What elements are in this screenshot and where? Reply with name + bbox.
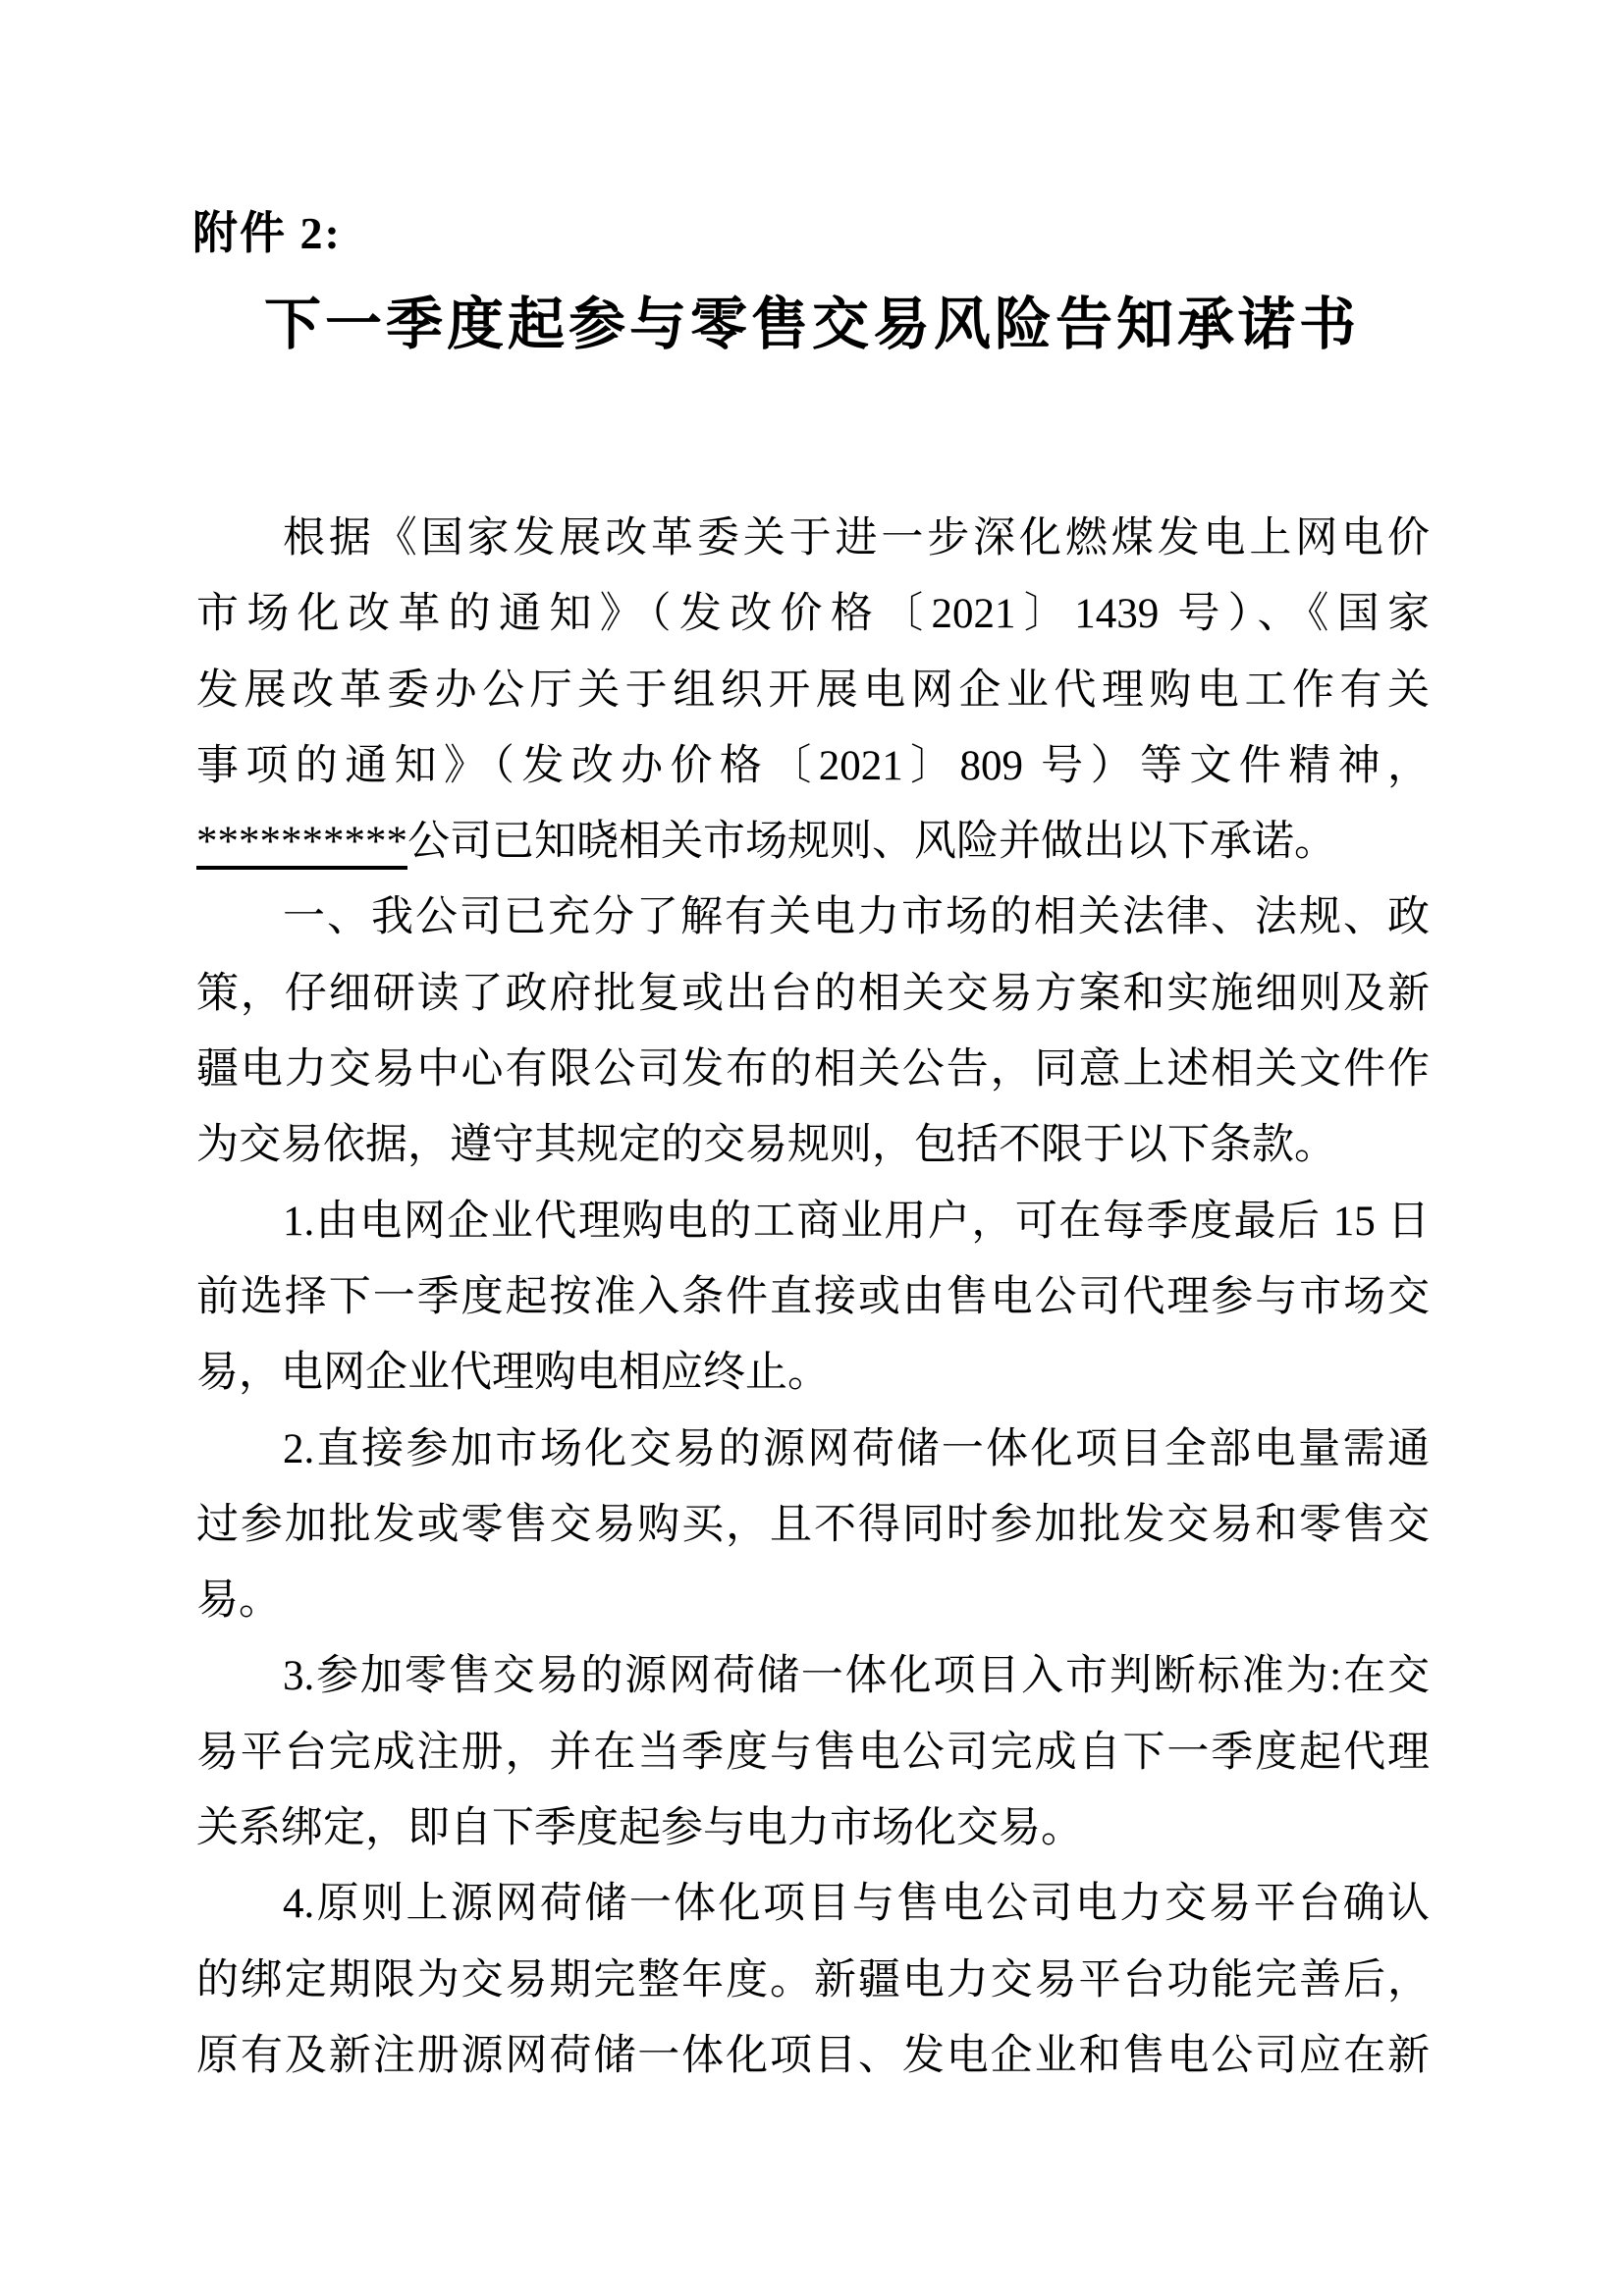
body-text: 关系绑定，即自下季度起参与电力市场化交易。 bbox=[196, 1805, 1083, 1852]
body-line bbox=[196, 2018, 1430, 2094]
body-text: 的绑定期限为交易期完整年度。新疆电力交易平台功能完善后， bbox=[196, 1956, 1430, 2003]
body-line bbox=[196, 1032, 1430, 1107]
body-line bbox=[196, 956, 1430, 1032]
body-text: 3.参加零售交易的源网荷储一体化项目入市判断标准为:在交 bbox=[283, 1653, 1430, 1700]
body-text: 原有及新注册源网荷储一体化项目、发电企业和售电公司应在新 bbox=[196, 2032, 1430, 2079]
body-line bbox=[196, 1259, 1430, 1335]
body-line bbox=[196, 1335, 1430, 1411]
body-text: 发展改革委办公厅关于组织开展电网企业代理购电工作有关 bbox=[196, 667, 1430, 714]
body-line bbox=[196, 1487, 1430, 1563]
body-text: 疆电力交易中心有限公司发布的相关公告，同意上述相关文件作 bbox=[196, 1046, 1430, 1094]
body-text: 1.由电网企业代理购电的工商业用户，可在每季度最后 15 日 bbox=[283, 1198, 1430, 1245]
body-line bbox=[196, 1638, 1430, 1714]
body-line bbox=[196, 1107, 1430, 1183]
body-text: 策，仔细研读了政府批复或出台的相关交易方案和实施细则及新 bbox=[196, 970, 1430, 1017]
body-line bbox=[196, 728, 1430, 804]
body-line bbox=[196, 1563, 1430, 1638]
company-name-blank: ********** bbox=[196, 819, 407, 870]
body-text: 为交易依据，遵守其规定的交易规则，包括不限于以下条款。 bbox=[196, 1122, 1336, 1169]
body-line bbox=[196, 501, 1430, 576]
body-line bbox=[196, 880, 1430, 955]
body-text: 市场化改革的通知》（发改价格〔2021〕1439 号）、《国家 bbox=[196, 591, 1430, 638]
document-title: 下一季度起参与零售交易风险告知承诺书 bbox=[263, 293, 1360, 356]
body-line bbox=[196, 1943, 1430, 2018]
body-line bbox=[196, 576, 1430, 652]
body-text: 4.原则上源网荷储一体化项目与售电公司电力交易平台确认 bbox=[283, 1881, 1430, 1928]
body-text: 易，电网企业代理购电相应终止。 bbox=[196, 1350, 830, 1397]
body-line bbox=[196, 1412, 1430, 1487]
body-text: 根据《国家发展改革委关于进一步深化燃煤发电上网电价 bbox=[283, 515, 1430, 561]
body-text: 易。 bbox=[196, 1577, 281, 1625]
body-text: 过参加批发或零售交易购买，且不得同时参加批发交易和零售交 bbox=[196, 1501, 1430, 1548]
body-text: 前选择下一季度起按准入条件直接或由售电公司代理参与市场交 bbox=[196, 1273, 1430, 1320]
body-text: 一、我公司已充分了解有关电力市场的相关法律、法规、政 bbox=[283, 894, 1430, 941]
document-body bbox=[196, 501, 1430, 2094]
body-text: 2.直接参加市场化交易的源网荷储一体化项目全部电量需通 bbox=[283, 1425, 1430, 1472]
body-line bbox=[196, 1184, 1430, 1259]
body-text: 事项的通知》（发改办价格〔2021〕809 号）等文件精神， bbox=[196, 742, 1430, 789]
body-line bbox=[196, 1790, 1430, 1866]
body-text: 易平台完成注册，并在当季度与售电公司完成自下一季度起代理 bbox=[196, 1729, 1430, 1776]
body-line bbox=[196, 653, 1430, 728]
body-line bbox=[196, 804, 1430, 880]
attachment-label: 附件 2: bbox=[192, 208, 342, 258]
body-text: 公司已知晓相关市场规则、风险并做出以下承诺。 bbox=[407, 819, 1336, 866]
body-line bbox=[196, 1715, 1430, 1790]
body-line bbox=[196, 1866, 1430, 1942]
